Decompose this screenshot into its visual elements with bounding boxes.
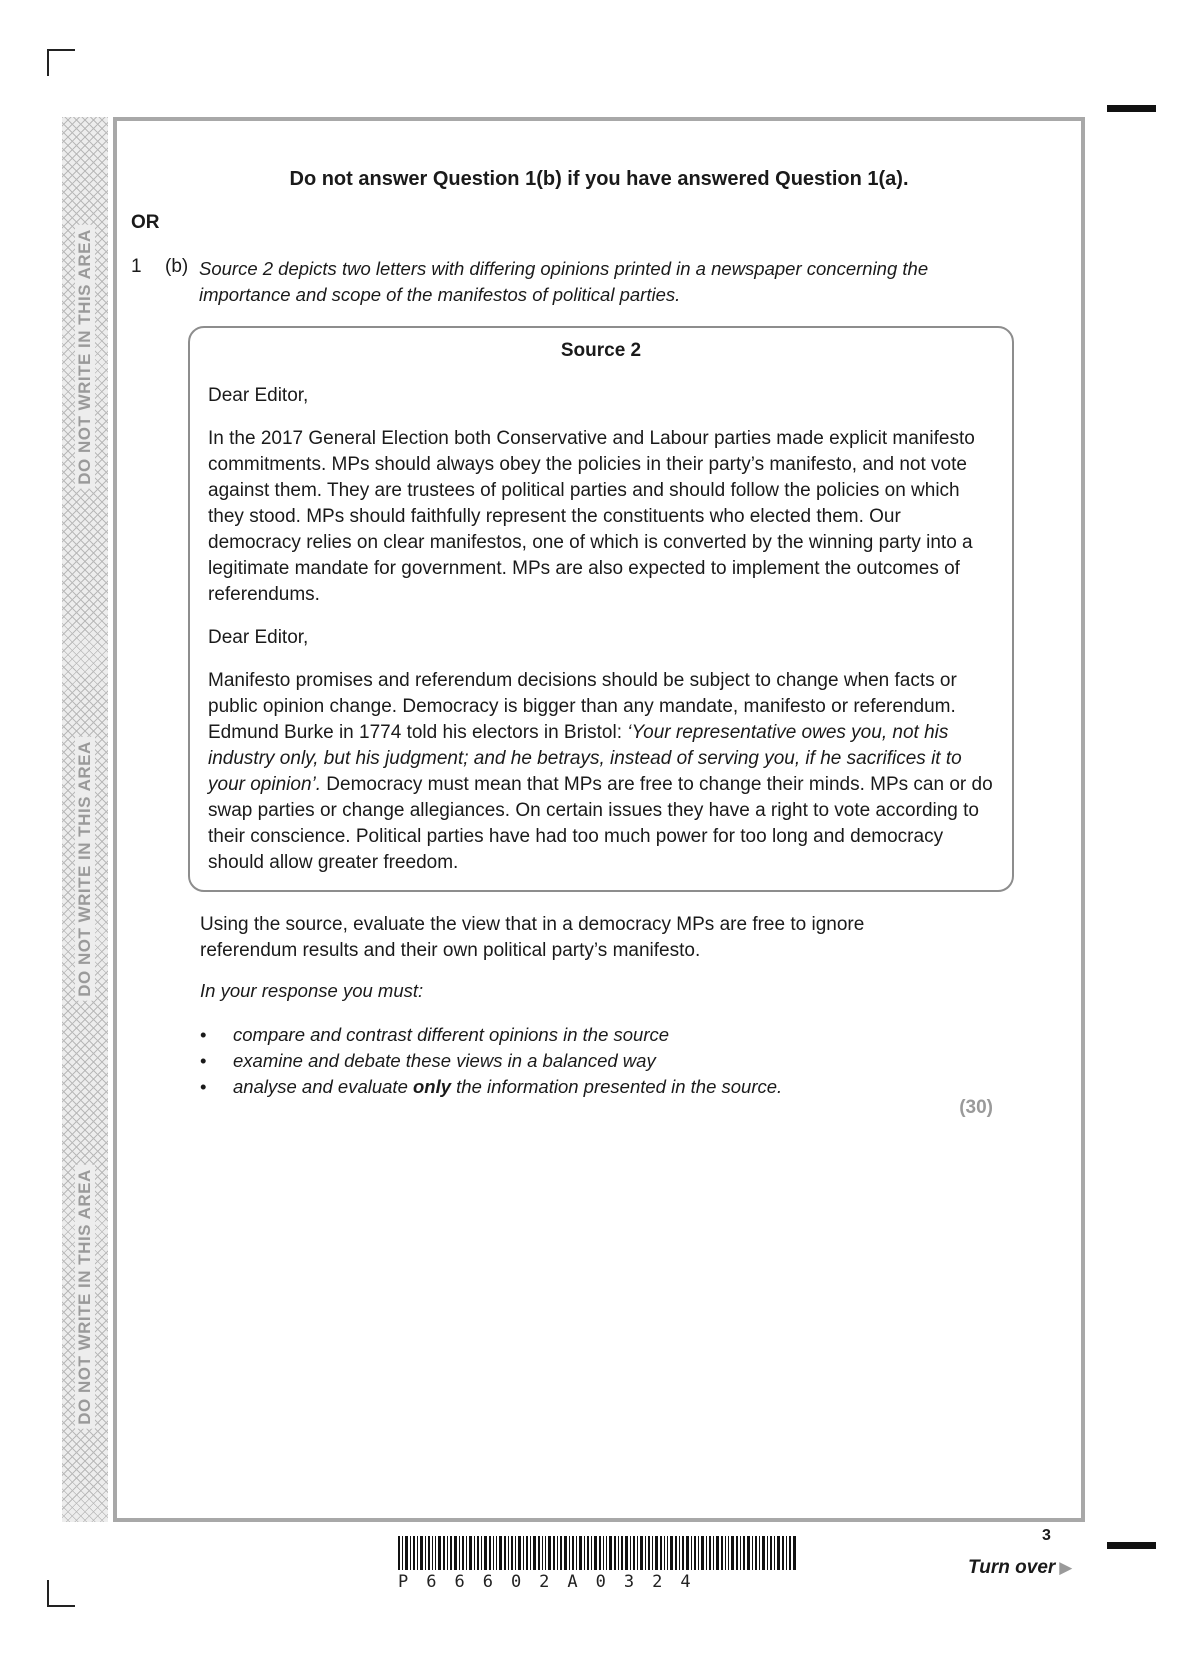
letter-1-body: In the 2017 General Election both Conservative and Labour parties made explicit manifesto commitments. MPs should always obey the policies in their party’s manifesto, and not vote against them. They are trustees of political parties and should follow the policies on which they stood. MPs should faithfully represent the constituents who elected them. Our democracy relies on clear manifestos, one of which is converted by the winning party into a legitimate mandate for government. MPs are also expected to implement the outcomes of referendums. xyxy=(208,428,975,605)
question-part: (b) xyxy=(165,256,189,277)
barcode-icon xyxy=(398,1536,798,1570)
list-item: • examine and debate these views in a balanced way xyxy=(200,1048,782,1074)
do-not-write-strip: DO NOT WRITE IN THIS AREA DO NOT WRITE IN THIS AREA DO NOT WRITE IN THIS AREA xyxy=(62,117,108,1522)
bullet-icon: • xyxy=(200,1050,207,1071)
or-label: OR xyxy=(131,212,160,233)
bullet-icon: • xyxy=(200,1024,207,1045)
crop-mark-top-left-h xyxy=(47,49,75,51)
burke-quote: ‘Your representative owes you, not his industry only, but his judgment; and he betrays, instead of serving you, if he sacrifices it to your opinion’. xyxy=(208,722,962,795)
source-box xyxy=(188,326,1014,892)
crop-mark-bottom-left-v xyxy=(47,1580,49,1607)
registration-bar-top xyxy=(1107,105,1156,112)
question-intro: Source 2 depicts two letters with differing opinions printed in a newspaper concerning the importance and scope of the manifestos of political parties. xyxy=(199,258,929,305)
page-number: 3 xyxy=(1042,1527,1051,1544)
response-bullets xyxy=(200,1022,782,1100)
registration-bar-bottom xyxy=(1107,1542,1156,1549)
crop-mark-top-left-v xyxy=(47,49,49,76)
marks-available: (30) xyxy=(959,1097,993,1118)
list-item: • compare and contrast different opinions in the source xyxy=(200,1022,782,1048)
question-number: 1 xyxy=(131,256,142,277)
response-instruction: In your response you must: xyxy=(200,980,424,1001)
answer-frame xyxy=(113,117,1085,1522)
letter-2-salutation: Dear Editor, xyxy=(208,627,309,648)
turn-over-label: Turn over ▶ xyxy=(968,1557,1073,1578)
task-prompt: Using the source, evaluate the view that in a democracy MPs are free to ignore referendum results and their own political party’s manifesto. xyxy=(200,914,865,961)
letter-1-salutation: Dear Editor, xyxy=(208,385,309,406)
barcode-number: P66602A0324 xyxy=(398,1572,709,1592)
bullet-icon: • xyxy=(200,1076,207,1097)
letter-2-body xyxy=(208,668,994,876)
list-item: • analyse and evaluate only the information presented in the source. xyxy=(200,1074,782,1100)
letter-2-body-end: Democracy must mean that MPs are free to change their minds. MPs can or do swap parties or change allegiances. On certain issues they have a right to vote according to their conscience. Political parties have had too much power for too long and democracy should allow greater freedom. xyxy=(208,774,993,873)
letter-2-body-start: Manifesto promises and referendum decisions should be subject to change when facts or public opinion change. Democracy is bigger than any mandate, manifesto or referendum. Edmund Burke in 1774 told his electors in Bristol: xyxy=(208,670,957,743)
instruction-heading: Do not answer Question 1(b) if you have answered Question 1(a). xyxy=(289,168,909,190)
crop-mark-bottom-left-h xyxy=(47,1605,75,1607)
play-arrow-icon: ▶ xyxy=(1059,1558,1073,1577)
source-title: Source 2 xyxy=(560,340,642,361)
